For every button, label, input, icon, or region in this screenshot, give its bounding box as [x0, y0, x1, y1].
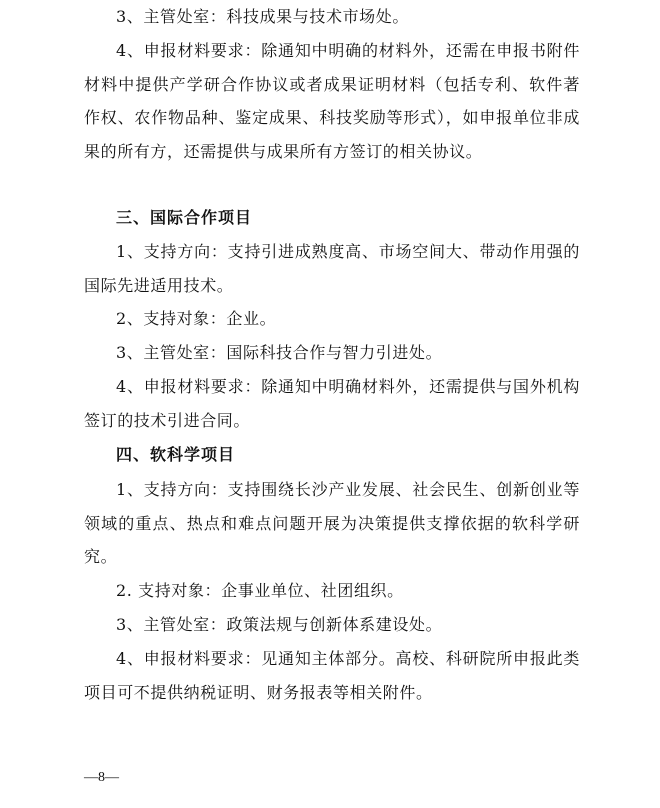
s4-item1: 1、支持方向：支持围绕长沙产业发展、社会民生、创新创业等领域的重点、热点和难点问题开展为决策提供支撑依据的软科学研究。 — [84, 480, 580, 566]
s4-item4: 4、申报材料要求：见通知主体部分。高校、科研院所申报此类项目可不提供纳税证明、财务报表等相关附件。 — [84, 649, 580, 702]
s2-item4: 4、申报材料要求：除通知中明确的材料外，还需在申报书附件材料中提供产学研合作协议或者成果证明材料（包括专利、软件著作权、农作物品种、鉴定成果、科技奖励等形式），如申报单位非成果的所有方，还需提供与成果所有方签订的相关协议。 — [84, 41, 580, 161]
s4-heading: 四、软科学项目 — [116, 445, 236, 464]
s3-heading: 三、国际合作项目 — [116, 208, 253, 227]
s3-item1: 1、支持方向：支持引进成熟度高、市场空间大、带动作用强的国际先进适用技术。 — [84, 242, 580, 295]
s2-item3: 3、主管处室：科技成果与技术市场处。 — [116, 7, 409, 26]
s3-item4: 4、申报材料要求：除通知中明确材料外，还需提供与国外机构签订的技术引进合同。 — [84, 377, 580, 430]
s4-item3: 3、主管处室：政策法规与创新体系建设处。 — [116, 615, 443, 634]
page-number: —8— — [84, 770, 119, 785]
s3-item3: 3、主管处室：国际科技合作与智力引进处。 — [116, 343, 443, 362]
s4-item2: 2. 支持对象：企事业单位、社团组织。 — [116, 581, 404, 600]
s3-item2: 2、支持对象：企业。 — [116, 309, 277, 328]
